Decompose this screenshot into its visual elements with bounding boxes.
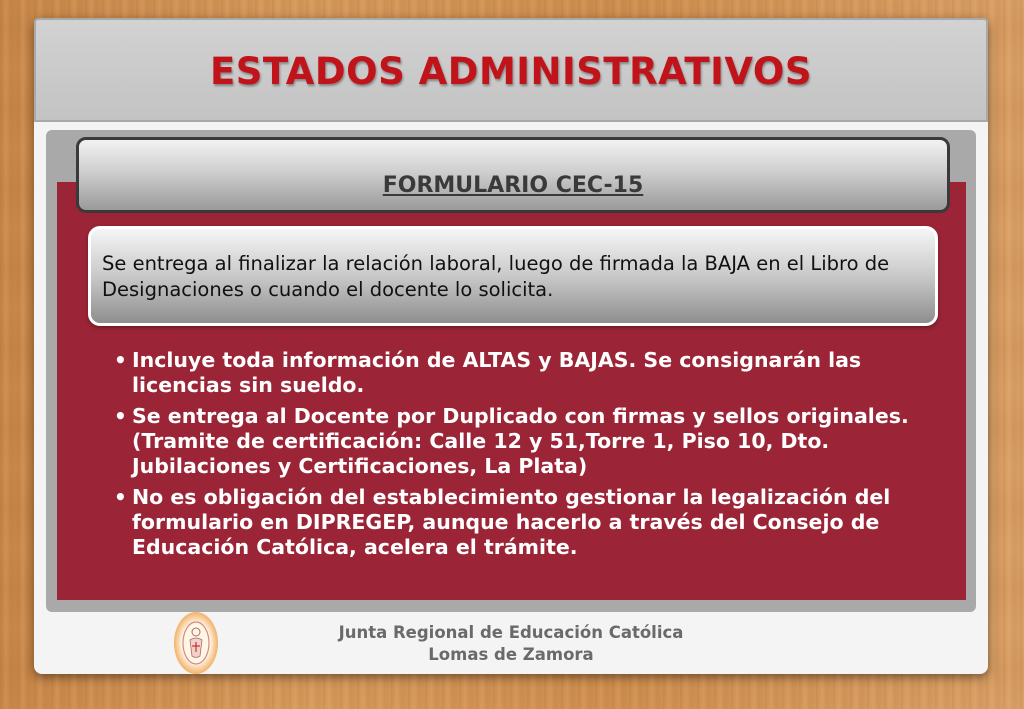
footer xyxy=(34,622,988,666)
title-bar xyxy=(34,18,988,122)
footer-organization: Junta Regional de Educación Católica xyxy=(338,623,684,642)
section-header xyxy=(76,137,950,213)
slide-title: ESTADOS ADMINISTRATIVOS xyxy=(209,50,813,93)
footer-location: Lomas de Zamora xyxy=(428,645,594,664)
bullet-text: No es obligación del establecimiento gestionar la legalización del formulario en DIPREGEP, aunque hacerlo a través del Consejo de Educación Católica, acelera el trámite. xyxy=(132,485,891,559)
description-text: Se entrega al finalizar la relación laboral, luego de firmada la BAJA en el Libro de Designaciones o cuando el docente lo solicita. xyxy=(102,252,890,301)
bullet-list xyxy=(112,348,952,566)
bullet-text: Se entrega al Docente por Duplicado con firmas y sellos originales. (Tramite de certificación: Calle 12 y 51,Torre 1, Piso 10, Dto. Jubilaciones y Certificaciones, La Plata) xyxy=(132,404,909,478)
slide-card xyxy=(34,18,988,674)
list-item xyxy=(112,485,952,560)
description-box xyxy=(88,226,938,326)
bullet-marker: • xyxy=(114,485,127,509)
bullet-marker: • xyxy=(114,348,127,372)
bullet-marker: • xyxy=(114,404,127,428)
section-title: FORMULARIO CEC-15 xyxy=(382,173,644,198)
list-item xyxy=(112,404,952,479)
bullet-text: Incluye toda información de ALTAS y BAJAS. Se consignarán las licencias sin sueldo. xyxy=(132,348,862,397)
list-item xyxy=(112,348,952,398)
